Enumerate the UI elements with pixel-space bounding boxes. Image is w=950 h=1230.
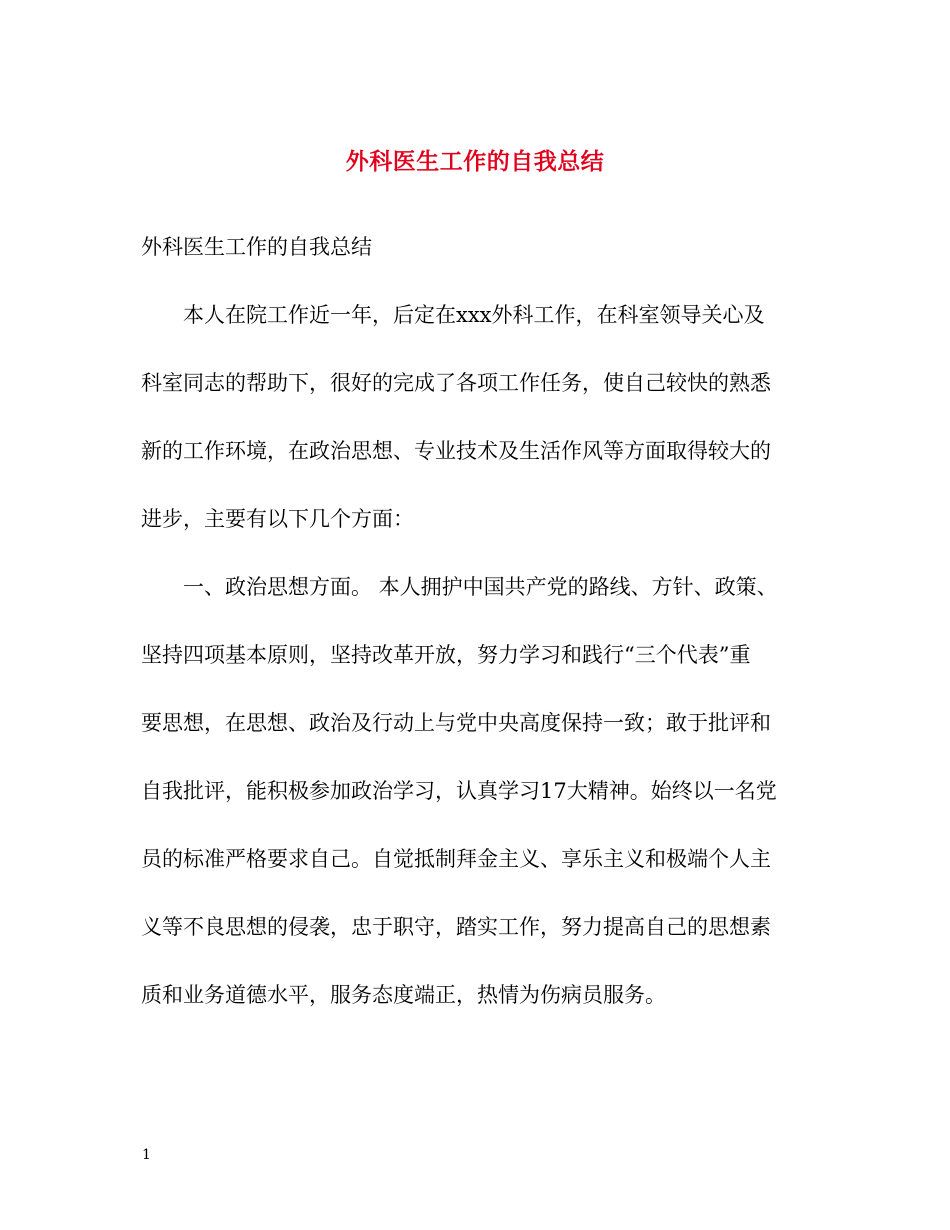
body-line: 义等不良思想的侵袭，忠于职守，踏实工作，努力提高自己的思想素 — [141, 915, 771, 939]
body-line: 新的工作环境，在政治思想、专业技术及生活作风等方面取得较大的 — [141, 439, 771, 463]
body-line: 要思想，在思想、政治及行动上与党中央高度保持一致；敢于批评和 — [141, 711, 771, 735]
document-body — [141, 224, 811, 1040]
body-line: 员的标准严格要求自己。自觉抵制拜金主义、享乐主义和极端个人主 — [141, 847, 771, 871]
body-line: 质和业务道德水平，服务态度端正，热情为伤病员服务。 — [141, 983, 666, 1007]
body-line: 坚持四项基本原则，坚持改革开放，努力学习和践行“三个代表”重 — [141, 643, 751, 667]
body-line: 外科医生工作的自我总结 — [141, 235, 372, 259]
document-title: 外科医生工作的自我总结 — [345, 148, 605, 175]
body-line: 自我批评，能积极参加政治学习，认真学习17大精神。始终以一名党 — [141, 779, 777, 803]
body-line: 本人在院工作近一年，后定在xxx外科工作，在科室领导关心及 — [141, 303, 765, 327]
body-line: 一、政治思想方面。 本人拥护中国共产党的路线、方针、政策、 — [141, 575, 778, 599]
body-line: 进步，主要有以下几个方面： — [141, 507, 414, 531]
page-number: 1 — [142, 1147, 151, 1163]
body-line: 科室同志的帮助下，很好的完成了各项工作任务，使自己较快的熟悉 — [141, 371, 771, 395]
